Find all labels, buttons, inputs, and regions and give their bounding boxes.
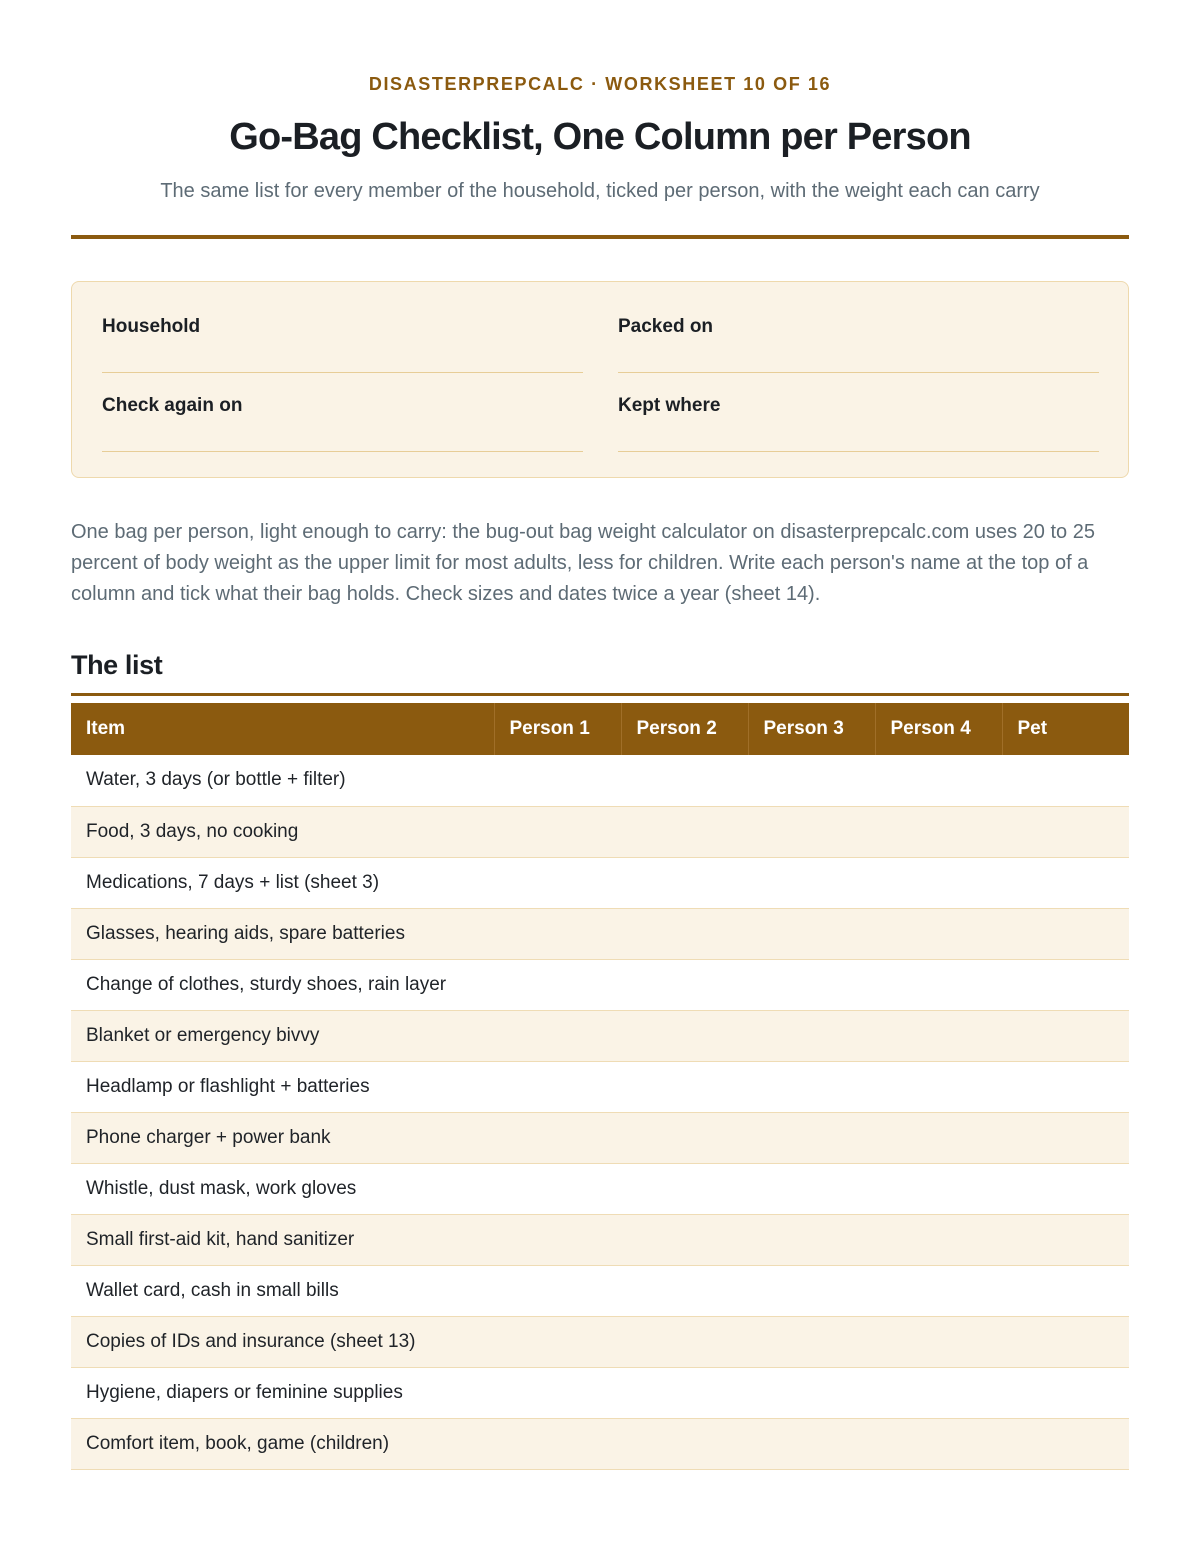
tick-cell-person-4[interactable]: [875, 1112, 1002, 1163]
column-header-person-4: Person 4: [875, 703, 1002, 755]
tick-cell-person-3[interactable]: [748, 1316, 875, 1367]
tick-cell-person-2[interactable]: [621, 908, 748, 959]
item-cell: Glasses, hearing aids, spare batteries: [71, 908, 494, 959]
tick-cell-person-3[interactable]: [748, 908, 875, 959]
worksheet-eyebrow: DISASTERPREPCALC · WORKSHEET 10 OF 16: [368, 74, 832, 94]
tick-cell-person-4[interactable]: [875, 1061, 1002, 1112]
item-cell: Whistle, dust mask, work gloves: [71, 1163, 494, 1214]
item-cell: Food, 3 days, no cooking: [71, 806, 494, 857]
tick-cell-pet[interactable]: [1002, 1214, 1129, 1265]
tick-cell-person-3[interactable]: [748, 1163, 875, 1214]
tick-cell-person-4[interactable]: [875, 1010, 1002, 1061]
tick-cell-pet[interactable]: [1002, 1265, 1129, 1316]
tick-cell-person-2[interactable]: [621, 1061, 748, 1112]
tick-cell-person-1[interactable]: [494, 1061, 621, 1112]
tick-cell-person-3[interactable]: [748, 1010, 875, 1061]
tick-cell-person-4[interactable]: [875, 1163, 1002, 1214]
tick-cell-person-1[interactable]: [494, 1214, 621, 1265]
tick-cell-pet[interactable]: [1002, 1367, 1129, 1418]
tick-cell-person-4[interactable]: [875, 857, 1002, 908]
check-again-on-write-line[interactable]: [102, 451, 583, 452]
tick-cell-person-2[interactable]: [621, 857, 748, 908]
check-again-on-label: Check again on: [102, 395, 243, 416]
column-header-pet: Pet: [1002, 703, 1129, 755]
tick-cell-pet[interactable]: [1002, 1418, 1129, 1469]
tick-cell-pet[interactable]: [1002, 908, 1129, 959]
table-header-row: [71, 703, 1129, 755]
tick-cell-person-3[interactable]: [748, 857, 875, 908]
tick-cell-person-2[interactable]: [621, 1163, 748, 1214]
tick-cell-pet[interactable]: [1002, 857, 1129, 908]
column-header-person-3: Person 3: [748, 703, 875, 755]
page-title: Go-Bag Checklist, One Column per Person: [229, 116, 971, 158]
household-field[interactable]: [102, 315, 583, 339]
tick-cell-pet[interactable]: [1002, 1316, 1129, 1367]
tick-cell-person-4[interactable]: [875, 1367, 1002, 1418]
tick-cell-person-2[interactable]: [621, 1418, 748, 1469]
tick-cell-pet[interactable]: [1002, 1010, 1129, 1061]
tick-cell-person-1[interactable]: [494, 1010, 621, 1061]
tick-cell-person-1[interactable]: [494, 857, 621, 908]
household-write-line[interactable]: [102, 372, 583, 373]
tick-cell-person-1[interactable]: [494, 1265, 621, 1316]
checklist-table: [71, 703, 1129, 1470]
tick-cell-person-2[interactable]: [621, 1214, 748, 1265]
column-header-person-1: Person 1: [494, 703, 621, 755]
tick-cell-person-1[interactable]: [494, 806, 621, 857]
tick-cell-person-3[interactable]: [748, 1418, 875, 1469]
tick-cell-person-1[interactable]: [494, 1367, 621, 1418]
tick-cell-pet[interactable]: [1002, 959, 1129, 1010]
item-cell: Small first-aid kit, hand sanitizer: [71, 1214, 494, 1265]
tick-cell-person-1[interactable]: [494, 1163, 621, 1214]
tick-cell-pet[interactable]: [1002, 1163, 1129, 1214]
table-row: [71, 908, 1129, 959]
item-cell: Headlamp or flashlight + batteries: [71, 1061, 494, 1112]
tick-cell-person-2[interactable]: [621, 1367, 748, 1418]
tick-cell-person-4[interactable]: [875, 1214, 1002, 1265]
table-row: [71, 1061, 1129, 1112]
table-row: [71, 1265, 1129, 1316]
page-subtitle: The same list for every member of the household, ticked per person, with the weight each can carry: [160, 180, 1040, 202]
kept-where-write-line[interactable]: [618, 451, 1099, 452]
tick-cell-person-3[interactable]: [748, 755, 875, 806]
tick-cell-person-3[interactable]: [748, 1214, 875, 1265]
tick-cell-person-2[interactable]: [621, 1316, 748, 1367]
item-cell: Copies of IDs and insurance (sheet 13): [71, 1316, 494, 1367]
tick-cell-person-1[interactable]: [494, 908, 621, 959]
tick-cell-person-2[interactable]: [621, 1265, 748, 1316]
table-row: [71, 1367, 1129, 1418]
item-cell: Water, 3 days (or bottle + filter): [71, 755, 494, 806]
tick-cell-person-2[interactable]: [621, 1112, 748, 1163]
tick-cell-person-4[interactable]: [875, 806, 1002, 857]
table-row: [71, 806, 1129, 857]
tick-cell-person-1[interactable]: [494, 1418, 621, 1469]
item-cell: Hygiene, diapers or feminine supplies: [71, 1367, 494, 1418]
table-row: [71, 857, 1129, 908]
tick-cell-person-1[interactable]: [494, 755, 621, 806]
section-divider: [71, 693, 1129, 696]
kept-where-label: Kept where: [618, 395, 721, 416]
item-cell: Medications, 7 days + list (sheet 3): [71, 857, 494, 908]
table-row: [71, 1214, 1129, 1265]
table-row: [71, 959, 1129, 1010]
check-again-on-field[interactable]: [102, 394, 583, 418]
tick-cell-pet[interactable]: [1002, 1112, 1129, 1163]
packed-on-write-line[interactable]: [618, 372, 1099, 373]
tick-cell-person-3[interactable]: [748, 1112, 875, 1163]
tick-cell-person-2[interactable]: [621, 755, 748, 806]
tick-cell-person-2[interactable]: [621, 959, 748, 1010]
tick-cell-pet[interactable]: [1002, 755, 1129, 806]
tick-cell-person-1[interactable]: [494, 1316, 621, 1367]
item-cell: Wallet card, cash in small bills: [71, 1265, 494, 1316]
household-label: Household: [102, 316, 201, 337]
tick-cell-person-3[interactable]: [748, 1265, 875, 1316]
kept-where-field[interactable]: [618, 394, 1099, 418]
table-row: [71, 1418, 1129, 1469]
tick-cell-person-4[interactable]: [875, 755, 1002, 806]
tick-cell-person-4[interactable]: [875, 1418, 1002, 1469]
tick-cell-person-4[interactable]: [875, 1316, 1002, 1367]
table-row: [71, 1316, 1129, 1367]
table-row: [71, 755, 1129, 806]
packed-on-field[interactable]: [618, 315, 1099, 339]
packed-on-label: Packed on: [618, 316, 714, 337]
tick-cell-person-3[interactable]: [748, 1061, 875, 1112]
tick-cell-person-2[interactable]: [621, 1010, 748, 1061]
table-row: [71, 1163, 1129, 1214]
item-cell: Blanket or emergency bivvy: [71, 1010, 494, 1061]
intro-paragraph: One bag per person, light enough to carry: the bug-out bag weight calculator on disasterprepcalc.com uses 20 to 25 percent of body weight as the upper limit for most adults, less for children. Write each person's name at the top of a column and tick what their bag holds. Check sizes and dates twice a year (sheet 14).: [71, 521, 1095, 605]
tick-cell-person-4[interactable]: [875, 1265, 1002, 1316]
checklist-body: [71, 755, 1129, 1469]
tick-cell-person-3[interactable]: [748, 1367, 875, 1418]
tick-cell-person-4[interactable]: [875, 959, 1002, 1010]
header-divider: [71, 235, 1129, 239]
column-header-person-2: Person 2: [621, 703, 748, 755]
tick-cell-person-3[interactable]: [748, 959, 875, 1010]
item-cell: Phone charger + power bank: [71, 1112, 494, 1163]
item-cell: Change of clothes, sturdy shoes, rain layer: [71, 959, 494, 1010]
table-row: [71, 1112, 1129, 1163]
tick-cell-pet[interactable]: [1002, 1061, 1129, 1112]
tick-cell-person-1[interactable]: [494, 1112, 621, 1163]
item-cell: Comfort item, book, game (children): [71, 1418, 494, 1469]
tick-cell-pet[interactable]: [1002, 806, 1129, 857]
tick-cell-person-1[interactable]: [494, 959, 621, 1010]
table-row: [71, 1010, 1129, 1061]
tick-cell-person-2[interactable]: [621, 806, 748, 857]
section-heading: The list: [71, 650, 163, 680]
column-header-item: Item: [71, 703, 494, 755]
household-info-panel: [71, 281, 1129, 478]
tick-cell-person-3[interactable]: [748, 806, 875, 857]
tick-cell-person-4[interactable]: [875, 908, 1002, 959]
